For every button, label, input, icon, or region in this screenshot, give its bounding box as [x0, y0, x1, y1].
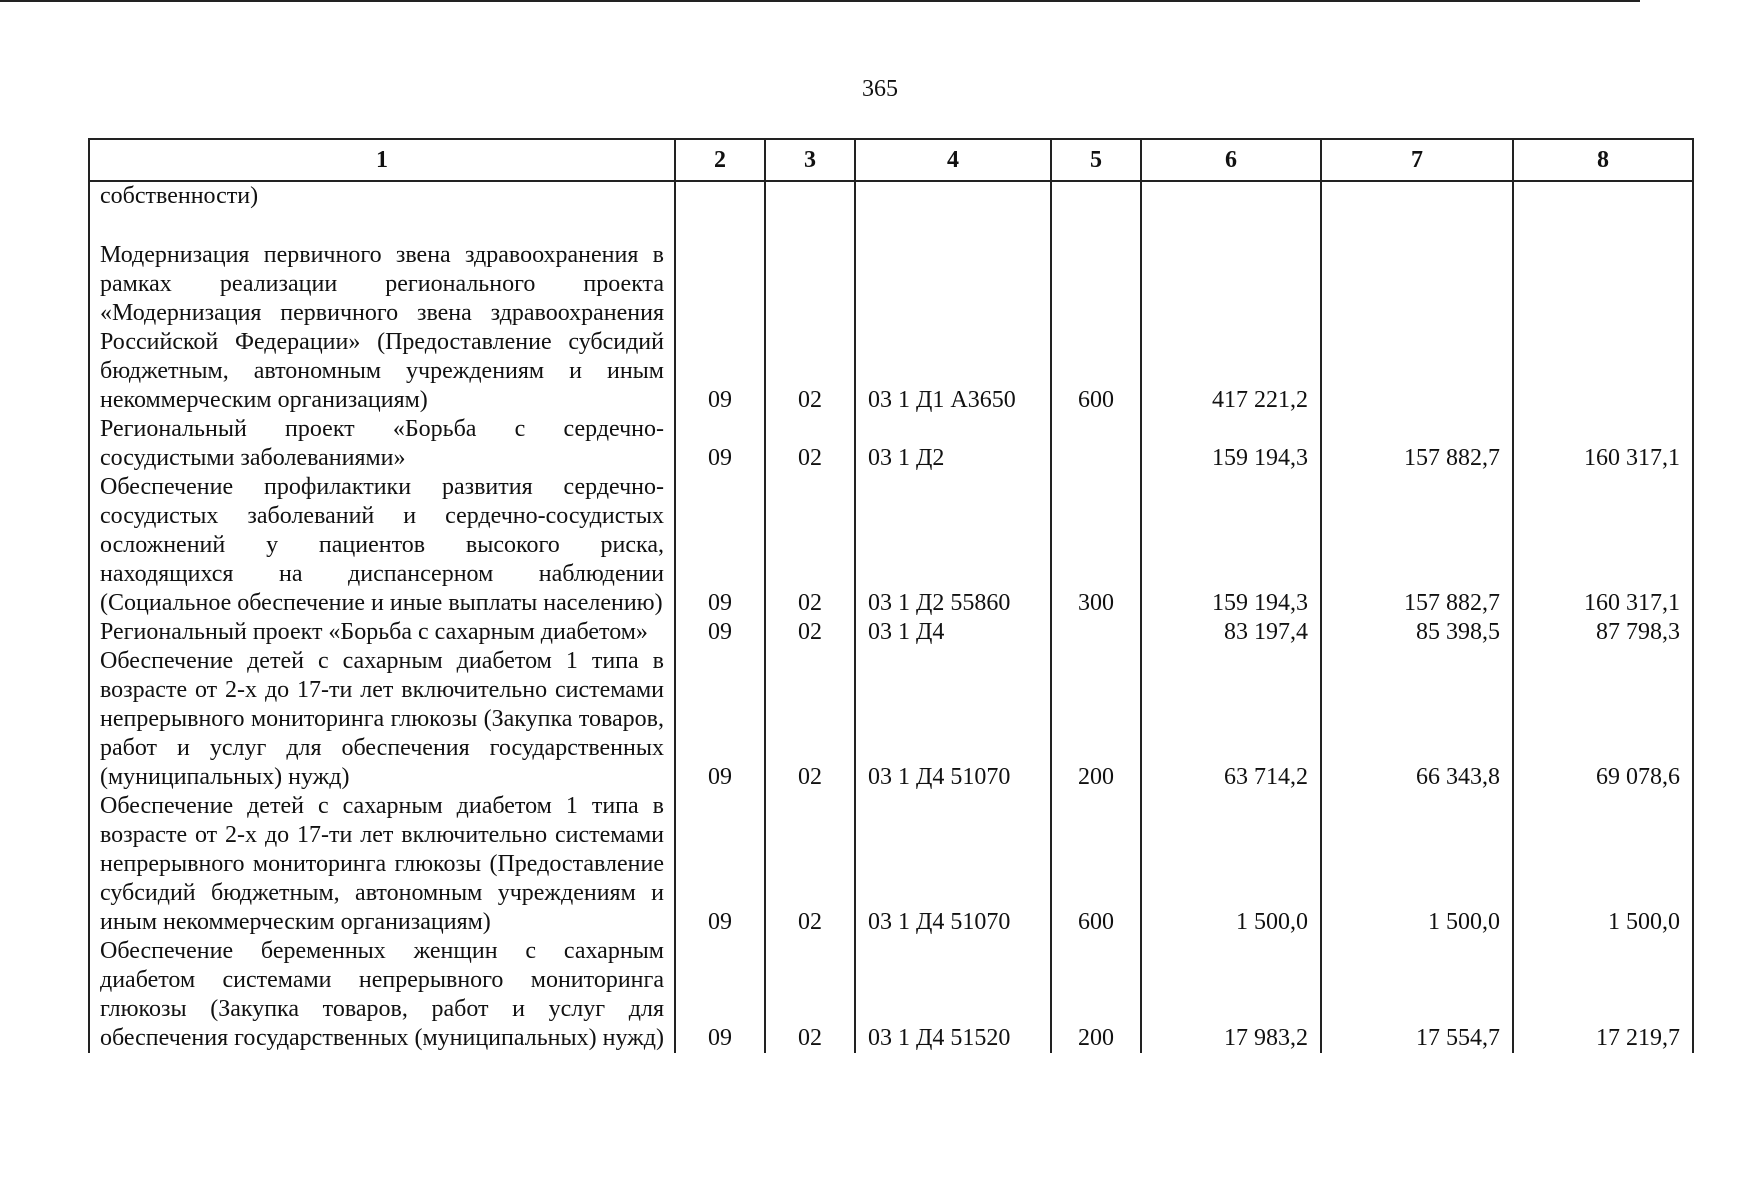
row-target-code: 03 1 Д4 51520 — [855, 937, 1051, 1053]
row-amount-8: 17 219,7 — [1513, 937, 1693, 1053]
row-amount-8 — [1513, 241, 1693, 415]
row-amount-7 — [1321, 181, 1513, 211]
row-target-code: 03 1 Д1 А3650 — [855, 241, 1051, 415]
row-amount-6: 63 714,2 — [1141, 647, 1321, 792]
table-row — [89, 415, 1693, 473]
header-row — [89, 139, 1693, 181]
row-expense-type: 600 — [1051, 792, 1141, 937]
row-spacer — [89, 211, 1693, 241]
budget-table — [88, 138, 1694, 1053]
row-amount-8: 87 798,3 — [1513, 618, 1693, 647]
row-amount-6: 17 983,2 — [1141, 937, 1321, 1053]
row-target-code — [855, 181, 1051, 211]
row-amount-6: 159 194,3 — [1141, 473, 1321, 618]
row-target-code: 03 1 Д4 51070 — [855, 647, 1051, 792]
top-rule — [0, 0, 1640, 2]
row-name: Обеспечение профилактики развития сердечно-сосудистых заболеваний и сердечно-сосудистых осложнений у пациентов высокого риска, находящихся на диспансерном наблюдении (Социальное обеспечение и иные выплаты населению) — [89, 473, 675, 618]
row-amount-6 — [1141, 181, 1321, 211]
table-row — [89, 181, 1693, 211]
row-subsection: 02 — [765, 647, 855, 792]
row-section: 09 — [675, 415, 765, 473]
header-cell: 6 — [1141, 139, 1321, 181]
row-amount-8: 160 317,1 — [1513, 473, 1693, 618]
row-subsection: 02 — [765, 937, 855, 1053]
header-cell: 4 — [855, 139, 1051, 181]
row-amount-8 — [1513, 181, 1693, 211]
row-name: Региональный проект «Борьба с сердечно-сосудистыми заболеваниями» — [89, 415, 675, 473]
page-number: 365 — [862, 76, 898, 102]
row-subsection: 02 — [765, 618, 855, 647]
table-row — [89, 792, 1693, 937]
row-amount-7: 157 882,7 — [1321, 473, 1513, 618]
table-row — [89, 647, 1693, 792]
row-expense-type — [1051, 618, 1141, 647]
header-cell: 8 — [1513, 139, 1693, 181]
row-section: 09 — [675, 618, 765, 647]
row-target-code: 03 1 Д2 55860 — [855, 473, 1051, 618]
row-subsection: 02 — [765, 415, 855, 473]
row-amount-7: 85 398,5 — [1321, 618, 1513, 647]
header-cell: 3 — [765, 139, 855, 181]
row-expense-type: 300 — [1051, 473, 1141, 618]
row-expense-type — [1051, 181, 1141, 211]
row-section: 09 — [675, 792, 765, 937]
row-expense-type — [1051, 415, 1141, 473]
row-name: Региональный проект «Борьба с сахарным диабетом» — [89, 618, 675, 647]
header-cell: 5 — [1051, 139, 1141, 181]
row-target-code: 03 1 Д4 — [855, 618, 1051, 647]
row-section: 09 — [675, 937, 765, 1053]
header-cell: 2 — [675, 139, 765, 181]
table-row — [89, 937, 1693, 1053]
row-expense-type: 600 — [1051, 241, 1141, 415]
row-amount-8: 160 317,1 — [1513, 415, 1693, 473]
row-subsection: 02 — [765, 792, 855, 937]
header-cell: 1 — [89, 139, 675, 181]
row-name: Обеспечение детей с сахарным диабетом 1 типа в возрасте от 2-х до 17-ти лет включительно системами непрерывного мониторинга глюкозы (Закупка товаров, работ и услуг для обеспечения государственных (муниципальных) нужд) — [89, 647, 675, 792]
table-row — [89, 473, 1693, 618]
row-amount-7: 66 343,8 — [1321, 647, 1513, 792]
table-row — [89, 618, 1693, 647]
row-amount-8: 69 078,6 — [1513, 647, 1693, 792]
row-section: 09 — [675, 473, 765, 618]
row-amount-7: 157 882,7 — [1321, 415, 1513, 473]
table-row — [89, 241, 1693, 415]
row-amount-6: 417 221,2 — [1141, 241, 1321, 415]
row-section: 09 — [675, 647, 765, 792]
row-name: Обеспечение детей с сахарным диабетом 1 типа в возрасте от 2-х до 17-ти лет включительно системами непрерывного мониторинга глюкозы (Предоставление субсидий бюджетным, автономным учреждениям и иным некоммерческим организациям) — [89, 792, 675, 937]
row-amount-6: 159 194,3 — [1141, 415, 1321, 473]
row-name: Обеспечение беременных женщин с сахарным диабетом системами непрерывного мониторинга глюкозы (Закупка товаров, работ и услуг для обеспечения государственных (муниципальных) нужд) — [89, 937, 675, 1053]
row-amount-6: 1 500,0 — [1141, 792, 1321, 937]
row-section — [675, 181, 765, 211]
row-amount-6: 83 197,4 — [1141, 618, 1321, 647]
row-subsection: 02 — [765, 241, 855, 415]
row-subsection — [765, 181, 855, 211]
row-section: 09 — [675, 241, 765, 415]
row-subsection: 02 — [765, 473, 855, 618]
row-amount-7: 17 554,7 — [1321, 937, 1513, 1053]
row-name: собственности) — [89, 181, 675, 211]
header-cell: 7 — [1321, 139, 1513, 181]
row-name: Модернизация первичного звена здравоохранения в рамках реализации регионального проекта «Модернизация первичного звена здравоохранения Российской Федерации» (Предоставление субсидий бюджетным, автономным учреждениям и иным некоммерческим организациям) — [89, 241, 675, 415]
row-target-code: 03 1 Д4 51070 — [855, 792, 1051, 937]
row-amount-8: 1 500,0 — [1513, 792, 1693, 937]
row-amount-7 — [1321, 241, 1513, 415]
row-expense-type: 200 — [1051, 937, 1141, 1053]
row-target-code: 03 1 Д2 — [855, 415, 1051, 473]
row-expense-type: 200 — [1051, 647, 1141, 792]
row-amount-7: 1 500,0 — [1321, 792, 1513, 937]
